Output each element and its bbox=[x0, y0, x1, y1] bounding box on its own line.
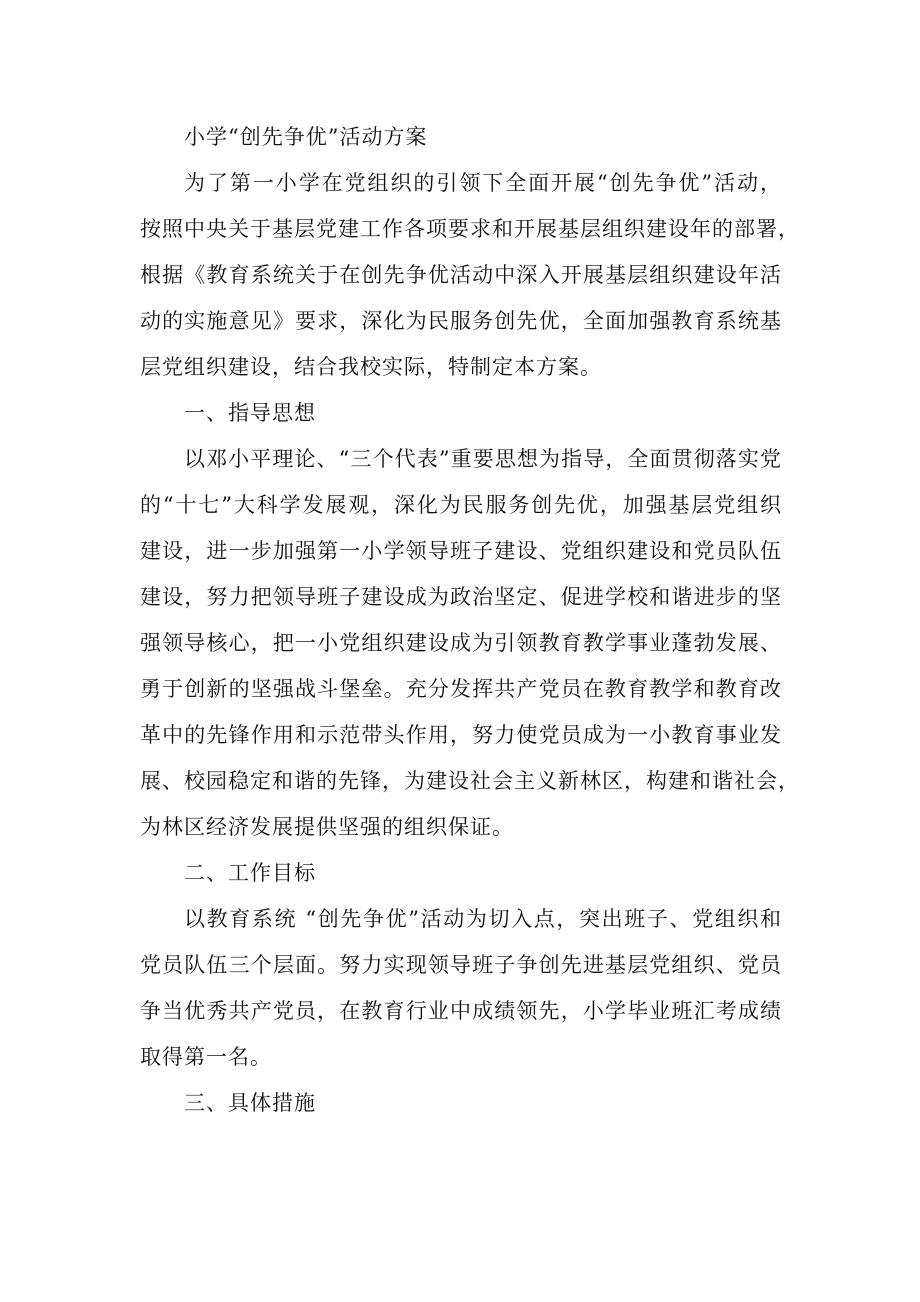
paragraph-line: 以教育系统 “创先争优”活动为切入点，突出班子、党组织和 bbox=[184, 907, 782, 931]
paragraph-line: 动的实施意见》要求，深化为民服务创先优，全面加强教育系统基 bbox=[140, 309, 782, 333]
work-goals-paragraph bbox=[140, 896, 782, 1080]
intro-paragraph bbox=[140, 160, 800, 390]
paragraph-line: 建设，进一步加强第一小学领导班子建设、党组织建设和党员队伍 bbox=[140, 539, 782, 563]
paragraph-line: 勇于创新的坚强战斗堡垒。充分发挥共产党员在教育教学和教育改 bbox=[140, 677, 782, 701]
section-heading-specific-measures: 三、具体措施 bbox=[184, 1091, 316, 1115]
section-heading-work-goals: 二、工作目标 bbox=[184, 861, 316, 885]
paragraph-line: 为林区经济发展提供坚强的组织保证。 bbox=[140, 815, 514, 839]
paragraph-line: 根据《教育系统关于在创先争优活动中深入开展基层组织建设年活 bbox=[140, 263, 782, 287]
paragraph-line: 为了第一小学在党组织的引领下全面开展“创先争优”活动， bbox=[184, 171, 782, 195]
paragraph-line: 革中的先锋作用和示范带头作用，努力使党员成为一小教育事业发 bbox=[140, 723, 782, 747]
paragraph-line: 强领导核心，把一小党组织建设成为引领教育教学事业蓬勃发展、 bbox=[140, 631, 782, 655]
paragraph-line: 以邓小平理论、“三个代表”重要思想为指导，全面贯彻落实党 bbox=[184, 447, 782, 471]
guiding-ideology-paragraph bbox=[140, 436, 800, 850]
paragraph-line: 按照中央关于基层党建工作各项要求和开展基层组织建设年的部署， bbox=[140, 217, 800, 241]
section-heading-guiding-ideology: 一、指导思想 bbox=[184, 401, 316, 425]
paragraph-line: 取得第一名。 bbox=[140, 1045, 272, 1069]
paragraph-line: 建设，努力把领导班子建设成为政治坚定、促进学校和谐进步的坚 bbox=[140, 585, 782, 609]
paragraph-line: 层党组织建设，结合我校实际，特制定本方案。 bbox=[140, 355, 602, 379]
document-body bbox=[140, 114, 800, 1126]
document-title: 小学“创先争优”活动方案 bbox=[184, 125, 428, 149]
paragraph-line: 展、校园稳定和谐的先锋，为建设社会主义新林区，构建和谐社会， bbox=[140, 769, 800, 793]
paragraph-line: 争当优秀共产党员，在教育行业中成绩领先，小学毕业班汇考成绩 bbox=[140, 999, 782, 1023]
paragraph-line: 的“十七”大科学发展观，深化为民服务创先优，加强基层党组织 bbox=[140, 493, 782, 517]
paragraph-line: 党员队伍三个层面。努力实现领导班子争创先进基层党组织、党员 bbox=[140, 953, 782, 977]
